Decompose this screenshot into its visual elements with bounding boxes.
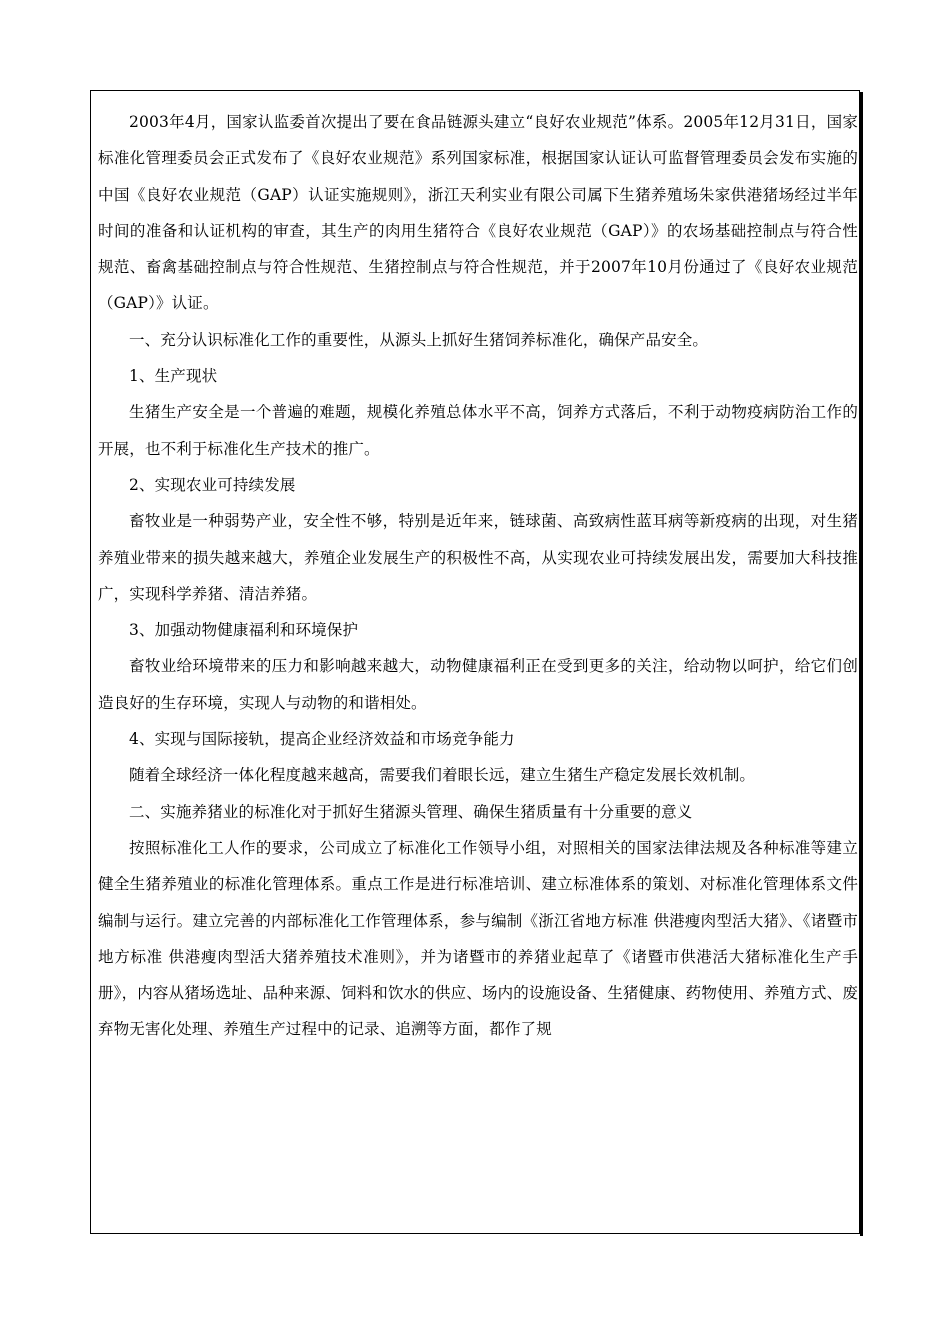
page-border-shadow [860,92,863,1236]
subheading-international-alignment: 4、实现与国际接轨，提高企业经济效益和市场竞争能力 [129,730,515,749]
paragraph-sustainable-development: 畜牧业是一种弱势产业，安全性不够，特别是近年来，链球菌、高致病性蓝耳病等新疫病的出现，对生猪养殖业带来的损失越来越大，养殖企业发展生产的积极性不高，从实现农业可持续发展出发，需要加大科技推广，实现科学养猪、清洁养猪。 [98,512,858,603]
paragraph-standardization-work: 按照标准化工人作的要求，公司成立了标准化工作领导小组，对照相关的国家法律法规及各种标准等建立健全生猪养殖业的标准化管理体系。重点工作是进行标准培训、建立标准体系的策划、对标准化管理体系文件编制与运行。建立完善的内部标准化工作管理体系，参与编制《浙江省地方标准 供港瘦肉型活大猪》、《诸暨市地方标准 供港瘦肉型活大猪养殖技术准则》，并为诸暨市的养猪业起草了《诸暨市供港活大猪标准化生产手册》，内容从猪场选址、品种来源、饲料和饮水的供应、场内的设施设备、生猪健康、药物使用、养殖方式、废弃物无害化处理、养殖生产过程中的记录、追溯等方面，都作了规 [98,838,858,1039]
document-body [98,104,858,1048]
section-heading-two: 二、实施养猪业的标准化对于抓好生猪源头管理、确保生猪质量有十分重要的意义 [129,802,693,821]
intro-paragraph: 2003年4月，国家认监委首次提出了要在食品链源头建立“良好农业规范”体系。2005年12月31日，国家标准化管理委员会正式发布了《良好农业规范》系列国家标准，根据国家认证认可监督管理委员会发布实施的中国《良好农业规范（GAP）认证实施规则》，浙江天利实业有限公司属下生猪养殖场朱家供港猪场经过半年时间的准备和认证机构的审查，其生产的肉用生猪符合《良好农业规范（GAP）》的农场基础控制点与符合性规范、畜禽基础控制点与符合性规范、生猪控制点与符合性规范，并于2007年10月份通过了《良好农业规范（GAP）》认证。 [98,113,858,313]
paragraph-production-status: 生猪生产安全是一个普遍的难题，规模化养殖总体水平不高，饲养方式落后，不利于动物疫病防治工作的开展，也不利于标准化生产技术的推广。 [98,403,858,458]
subheading-sustainable-development: 2、实现农业可持续发展 [129,475,296,494]
paragraph-international-alignment: 随着全球经济一体化程度越来越高，需要我们着眼长远，建立生猪生产稳定发展长效机制。 [129,766,756,785]
section-heading-one: 一、充分认识标准化工作的重要性，从源头上抓好生猪饲养标准化，确保产品安全。 [129,330,709,349]
subheading-production-status: 1、生产现状 [129,367,218,386]
subheading-animal-welfare: 3、加强动物健康福利和环境保护 [129,621,359,640]
paragraph-animal-welfare: 畜牧业给环境带来的压力和影响越来越大，动物健康福利正在受到更多的关注，给动物以呵护，给它们创造良好的生存环境，实现人与动物的和谐相处。 [98,657,858,712]
